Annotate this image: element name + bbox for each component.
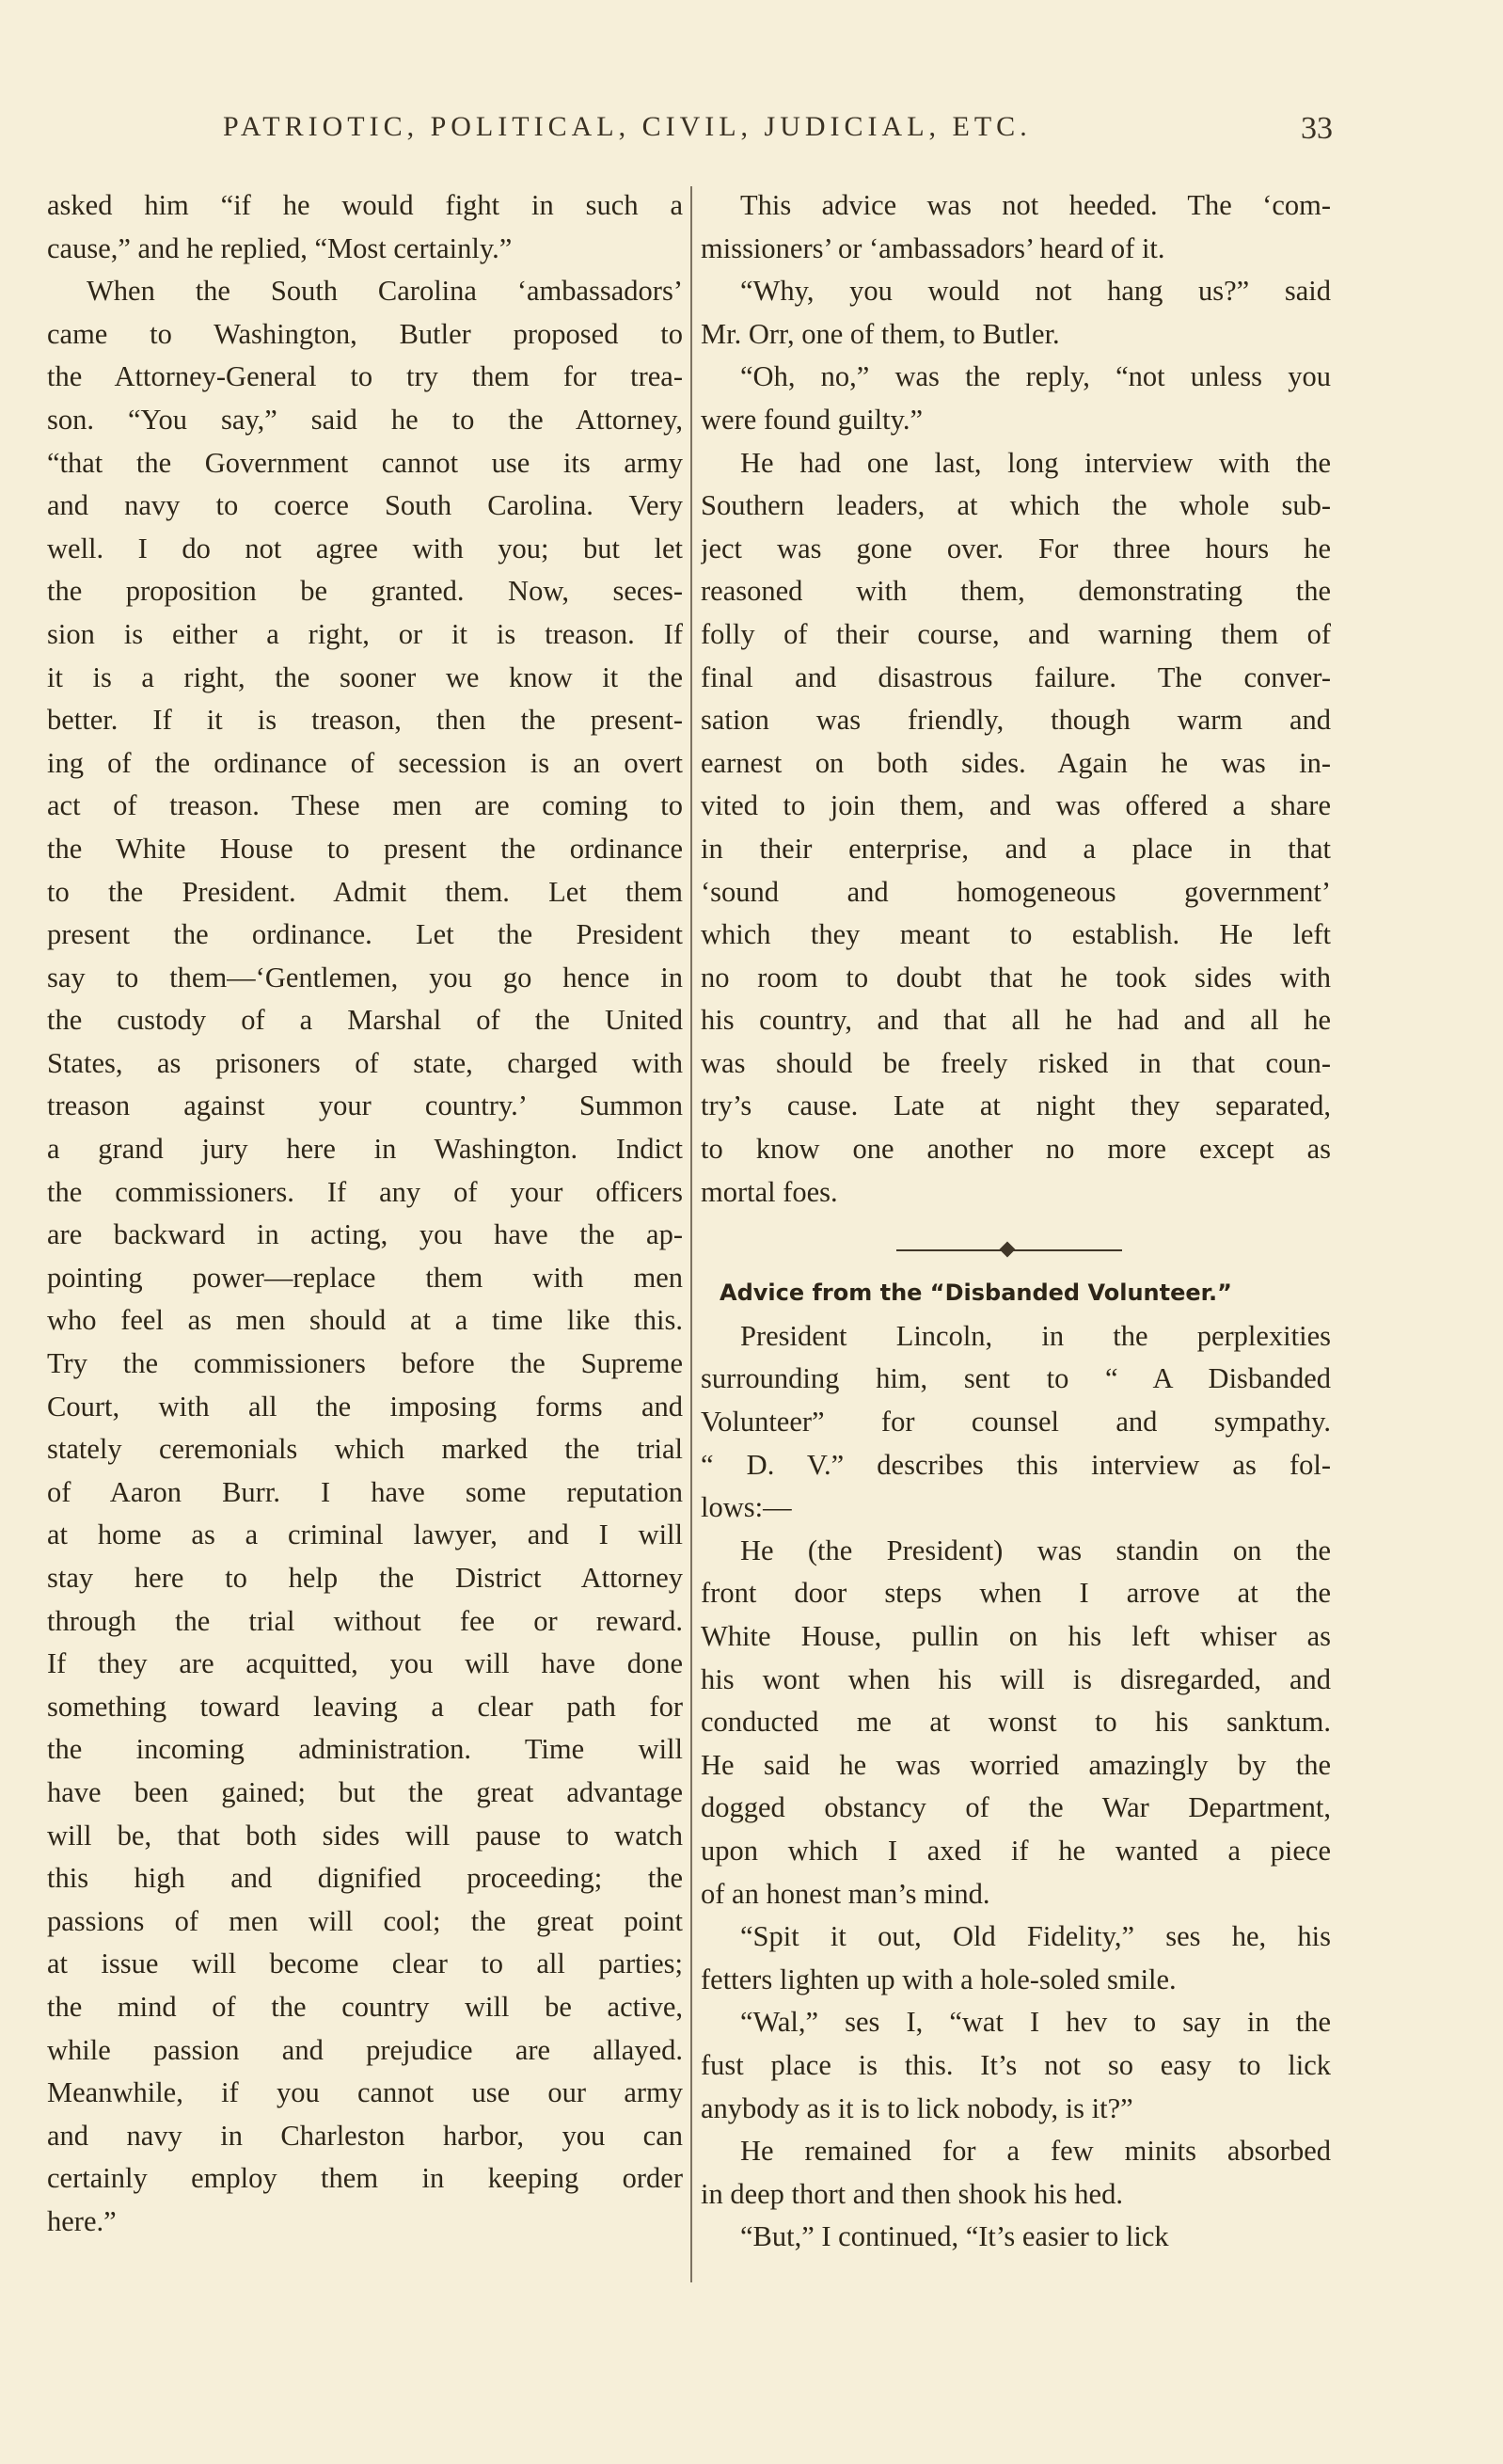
text-line: through the trial without fee or reward. bbox=[47, 1604, 683, 1637]
text-line: his country, and that all he had and all he bbox=[701, 1004, 1331, 1037]
right-column-top-text bbox=[701, 184, 1331, 1214]
text-line: of an honest man’s mind. bbox=[701, 1877, 990, 1910]
text-line: “Oh, no,” was the reply, “not unless you bbox=[740, 360, 1331, 393]
text-line: his wont when his will is disregarded, and bbox=[701, 1662, 1331, 1695]
text-line: vited to join them, and was offered a share bbox=[701, 789, 1331, 822]
text-line: the proposition be granted. Now, seces- bbox=[47, 575, 683, 608]
text-line: have been gained; but the great advantage bbox=[47, 1775, 683, 1808]
text-line: Meanwhile, if you cannot use our army bbox=[47, 2076, 683, 2109]
text-line: ‘sound and homogeneous government’ bbox=[701, 875, 1331, 908]
text-line: conducted me at wonst to his sanktum. bbox=[701, 1706, 1331, 1739]
text-line: “that the Government cannot use its army bbox=[47, 446, 683, 479]
text-line: folly of their course, and warning them of bbox=[701, 617, 1331, 650]
separator-ornament bbox=[1000, 1242, 1016, 1258]
text-line: If they are acquitted, you will have done bbox=[47, 1647, 683, 1680]
text-line: “Wal,” ses I, “wat I hev to say in the bbox=[740, 2006, 1331, 2039]
text-line: missioners’ or ‘ambassadors’ heard of it. bbox=[701, 231, 1165, 264]
text-line: surrounding him, sent to “ A Disbanded bbox=[701, 1362, 1331, 1395]
text-line: upon which I axed if he wanted a piece bbox=[701, 1834, 1331, 1867]
text-line: Court, with all the imposing forms and bbox=[47, 1390, 683, 1423]
text-line: He remained for a few minits absorbed bbox=[740, 2135, 1331, 2168]
text-line: the Attorney-General to try them for trea- bbox=[47, 360, 683, 393]
text-line: earnest on both sides. Again he was in- bbox=[701, 746, 1331, 779]
text-line: the incoming administration. Time will bbox=[47, 1733, 683, 1766]
page-header bbox=[223, 111, 1333, 156]
text-line: pointing power—replace them with men bbox=[47, 1261, 683, 1294]
text-line: better. If it is treason, then the present- bbox=[47, 704, 683, 737]
page-number: 33 bbox=[1301, 111, 1333, 146]
text-line: and navy in Charleston harbor, you can bbox=[47, 2119, 683, 2152]
left-column bbox=[47, 184, 683, 2244]
text-line: in deep thort and then shook his hed. bbox=[701, 2177, 1123, 2210]
text-line: “ D. V.” describes this interview as fol- bbox=[701, 1448, 1331, 1481]
text-line: at home as a criminal lawyer, and I will bbox=[47, 1518, 683, 1551]
text-line: stately ceremonials which marked the trial bbox=[47, 1433, 683, 1466]
text-line: which they meant to establish. He left bbox=[701, 918, 1331, 951]
section-separator bbox=[701, 1227, 1331, 1272]
text-line: came to Washington, Butler proposed to bbox=[47, 317, 683, 350]
text-line: and navy to coerce South Carolina. Very bbox=[47, 489, 683, 522]
text-line: it is a right, the sooner we know it the bbox=[47, 660, 683, 693]
text-line: final and disastrous failure. The conver- bbox=[701, 660, 1331, 693]
text-line: who feel as men should at a time like this. bbox=[47, 1304, 683, 1337]
text-line: stay here to help the District Attorney bbox=[47, 1562, 683, 1594]
text-line: in their enterprise, and a place in that bbox=[701, 832, 1331, 865]
text-line: dogged obstancy of the War Department, bbox=[701, 1791, 1331, 1824]
text-line: passions of men will cool; the great point bbox=[47, 1904, 683, 1937]
text-line: this high and dignified proceeding; the bbox=[47, 1862, 683, 1895]
text-line: reasoned with them, demonstrating the bbox=[701, 575, 1331, 608]
spacer bbox=[701, 1214, 1331, 1227]
text-line: Mr. Orr, one of them, to Butler. bbox=[701, 317, 1060, 350]
text-line: no room to doubt that he took sides with bbox=[701, 961, 1331, 994]
text-line: a grand jury here in Washington. Indict bbox=[47, 1133, 683, 1166]
text-line: present the ordinance. Let the President bbox=[47, 918, 683, 951]
text-line: will be, that both sides will pause to watch bbox=[47, 1819, 683, 1852]
text-line: White House, pullin on his left whiser as bbox=[701, 1620, 1331, 1652]
text-line: ing of the ordinance of secession is an overt bbox=[47, 746, 683, 779]
text-line: front door steps when I arrove at the bbox=[701, 1577, 1331, 1610]
text-line: He had one last, long interview with the bbox=[740, 446, 1331, 479]
text-line: “Spit it out, Old Fidelity,” ses he, his bbox=[740, 1920, 1331, 1953]
text-line: try’s cause. Late at night they separated, bbox=[701, 1089, 1331, 1122]
right-column bbox=[701, 184, 1331, 2259]
text-line: Volunteer” for counsel and sympathy. bbox=[701, 1406, 1331, 1439]
text-line: were found guilty.” bbox=[701, 403, 924, 436]
text-line: “Why, you would not hang us?” said bbox=[740, 275, 1331, 308]
text-line: to know one another no more except as bbox=[701, 1133, 1331, 1166]
text-line: anybody as it is to lick nobody, is it?” bbox=[701, 2091, 1133, 2124]
text-line: the White House to present the ordinance bbox=[47, 832, 683, 865]
text-line: ject was gone over. For three hours he bbox=[701, 532, 1331, 564]
text-line: well. I do not agree with you; but let bbox=[47, 532, 683, 564]
text-line: at issue will become clear to all parties; bbox=[47, 1947, 683, 1980]
text-line: Southern leaders, at which the whole sub- bbox=[701, 489, 1331, 522]
text-line: fetters lighten up with a hole-soled smile. bbox=[701, 1963, 1177, 1995]
text-line: the mind of the country will be active, bbox=[47, 1990, 683, 2023]
text-line: son. “You say,” said he to the Attorney, bbox=[47, 403, 683, 436]
text-line: “But,” I continued, “It’s easier to lick bbox=[740, 2220, 1169, 2253]
text-line: sation was friendly, though warm and bbox=[701, 704, 1331, 737]
text-line: He (the President) was standin on the bbox=[740, 1534, 1331, 1566]
text-line: treason against your country.’ Summon bbox=[47, 1089, 683, 1122]
text-line: are backward in acting, you have the ap- bbox=[47, 1218, 683, 1251]
section-heading: Advice from the “Disbanded Volunteer.” bbox=[720, 1280, 1232, 1307]
text-line: of Aaron Burr. I have some reputation bbox=[47, 1475, 683, 1508]
text-line: while passion and prejudice are allayed. bbox=[47, 2033, 683, 2066]
text-line: mortal foes. bbox=[701, 1175, 838, 1208]
text-line: He said he was worried amazingly by the bbox=[701, 1748, 1331, 1781]
text-line: asked him “if he would fight in such a bbox=[47, 189, 683, 221]
text-line: certainly employ them in keeping order bbox=[47, 2162, 683, 2195]
text-line: here.” bbox=[47, 2204, 117, 2237]
right-column-bottom-text bbox=[701, 1315, 1331, 2259]
text-line: something toward leaving a clear path for bbox=[47, 1690, 683, 1723]
column-divider bbox=[690, 186, 692, 2282]
text-line: say to them—‘Gentlemen, you go hence in bbox=[47, 961, 683, 994]
text-line: cause,” and he replied, “Most certainly.” bbox=[47, 231, 513, 264]
text-line: was should be freely risked in that coun- bbox=[701, 1046, 1331, 1079]
text-line: act of treason. These men are coming to bbox=[47, 789, 683, 822]
running-head: PATRIOTIC, POLITICAL, CIVIL, JUDICIAL, ETC. bbox=[223, 111, 1032, 142]
text-line: the commissioners. If any of your officers bbox=[47, 1175, 683, 1208]
text-line: Try the commissioners before the Supreme bbox=[47, 1347, 683, 1380]
text-line: lows:— bbox=[701, 1491, 792, 1524]
text-line: This advice was not heeded. The ‘com- bbox=[740, 189, 1331, 221]
text-line: to the President. Admit them. Let them bbox=[47, 875, 683, 908]
text-line: President Lincoln, in the perplexities bbox=[740, 1319, 1331, 1352]
text-line: States, as prisoners of state, charged with bbox=[47, 1046, 683, 1079]
text-line: sion is either a right, or it is treason. If bbox=[47, 617, 683, 650]
text-line: fust place is this. It’s not so easy to lick bbox=[701, 2048, 1331, 2081]
text-line: the custody of a Marshal of the United bbox=[47, 1004, 683, 1037]
text-line: When the South Carolina ‘ambassadors’ bbox=[87, 275, 683, 308]
